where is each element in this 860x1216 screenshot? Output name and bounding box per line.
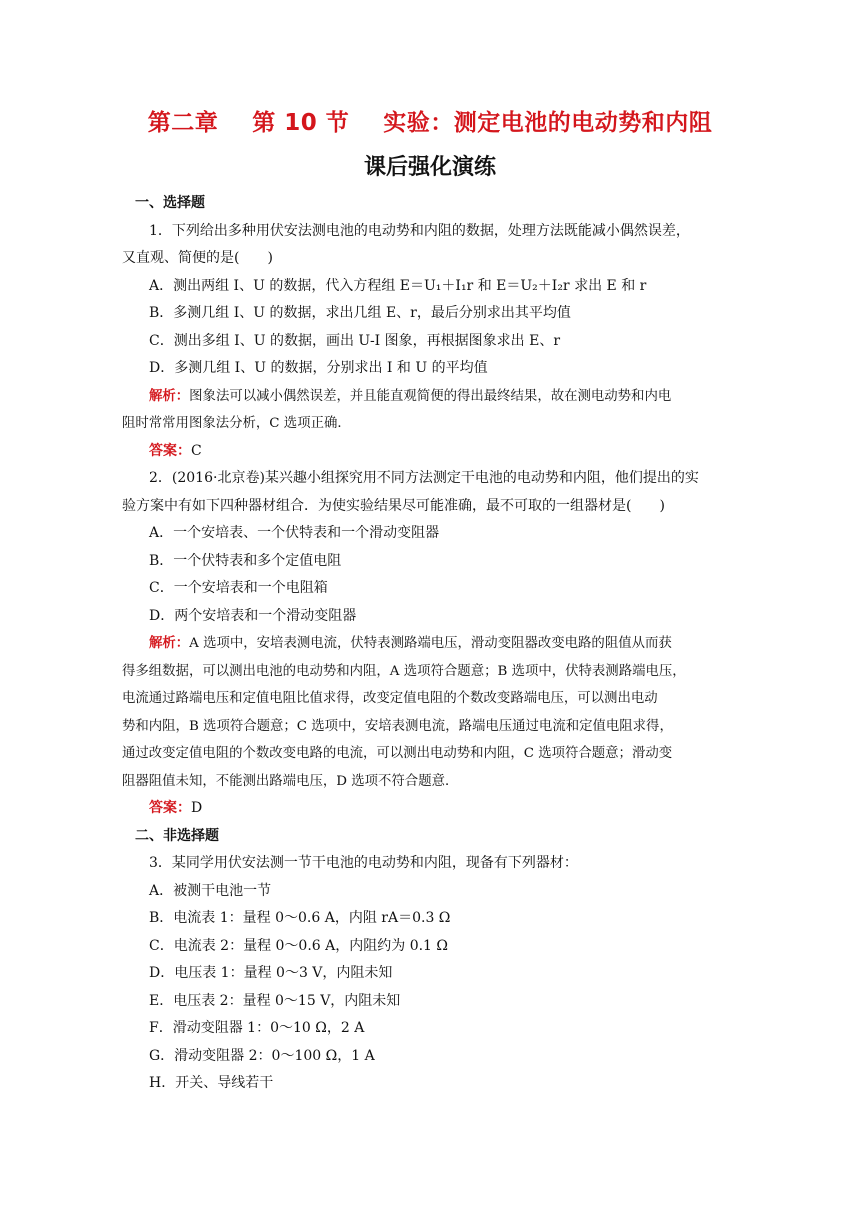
q1-answer-value: C [191, 442, 202, 459]
q2-explanation-line3: 电流通过路端电压和定值电阻比值求得，改变定值电阻的个数改变路端电压，可以测出电动 [122, 691, 658, 706]
q2-stem-text: 某兴趣小组探究用不同方法测定干电池的电动势和内阻，他们提出的实 [264, 470, 699, 486]
q3-item-h: H．开关、导线若干 [149, 1075, 274, 1091]
q3-item-c: C．电流表 2：量程 0～0.6 A，内阻约为 0.1 Ω [149, 937, 449, 954]
q2-explanation-line1 [122, 630, 742, 658]
section-heading-choice: 一、选择题 [135, 195, 205, 211]
q2-source: 2．(2016·北京卷) [149, 470, 265, 486]
q1-stem-line2: 又直观、简便的是( ) [122, 250, 273, 266]
q2-option-a: A．一个安培表、一个伏特表和一个滑动变阻器 [149, 525, 440, 541]
q2-option-c: C．一个安培表和一个电阻箱 [149, 580, 328, 596]
q2-answer-label: 答案： [149, 800, 191, 816]
q2-answer-value: D [191, 800, 203, 816]
q1-stem-line1: 1．下列给出多种用伏安法测电池的电动势和内阻的数据，处理方法既能减小偶然误差， [149, 222, 690, 239]
q1-explanation-line2: 阻时常常用图象法分析，C 选项正确． [122, 416, 351, 431]
q1-explain-label: 解析： [149, 388, 190, 404]
q1-answer-label: 答案： [149, 442, 191, 459]
q3-item-b: B．电流表 1：量程 0～0.6 A，内阻 rA＝0.3 Ω [149, 910, 451, 926]
q1-option-c: C．测出多组 I、U 的数据，画出 U-I 图象，再根据图象求出 E、r [149, 332, 561, 349]
q2-explain-label: 解析： [149, 636, 190, 651]
q3-item-g: G．滑动变阻器 2：0～100 Ω，1 A [149, 1047, 375, 1064]
q3-item-e: E．电压表 2：量程 0～15 V，内阻未知 [149, 992, 401, 1009]
q1-answer [122, 438, 742, 466]
document-body [122, 190, 742, 1098]
q2-stem-line2: 验方案中有如下四种器材组合．为使实验结果尽可能准确，最不可取的一组器材是( ) [122, 497, 665, 514]
q1-option-a: A．测出两组 I、U 的数据，代入方程组 E＝U₁＋I₁r 和 E＝U₂＋I₂r 求出 E 和 r [149, 277, 647, 294]
q2-explanation-line4: 势和内阻，B 选项符合题意；C 选项中，安培表测电流，路端电压通过电流和定值电阻求得， [122, 718, 673, 734]
q2-stem-line1 [122, 465, 742, 493]
q2-explanation-line6: 阻器阻值未知，不能测出路端电压，D 选项不符合题意． [122, 773, 459, 789]
q2-option-b: B．一个伏特表和多个定值电阻 [149, 552, 342, 569]
q1-explain-text: 图象法可以减小偶然误差，并且能直观简便的得出最终结果，故在测电动势和内电 [189, 388, 672, 404]
q2-explanation-line2: 得多组数据，可以测出电池的电动势和内阻，A 选项符合题意；B 选项中，伏特表测路端电压， [122, 663, 686, 679]
document-subtitle: 课后强化演练 [363, 155, 496, 180]
q2-explain-text: A 选项中，安培表测电流，伏特表测路端电压，滑动变阻器改变电路的阻值从而获 [189, 636, 672, 651]
document-title: 第二章 第 10 节 实验：测定电池的电动势和内阻 [147, 110, 713, 136]
q1-option-d: D．多测几组 I、U 的数据，分别求出 I 和 U 的平均值 [149, 360, 488, 376]
section-heading-non-choice: 二、非选择题 [135, 827, 219, 844]
q3-stem: 3．某同学用伏安法测一节干电池的电动势和内阻，现备有下列器材： [149, 855, 578, 871]
q2-explanation-line5: 通过改变定值电阻的个数改变电路的电流，可以测出电动势和内阻，C 选项符合题意；滑动变 [122, 746, 673, 761]
q2-answer [122, 795, 742, 823]
q3-item-f: F．滑动变阻器 1：0～10 Ω，2 A [149, 1020, 365, 1036]
q1-explanation-line1 [122, 383, 742, 411]
q2-option-d: D．两个安培表和一个滑动变阻器 [149, 607, 357, 624]
q3-item-d: D．电压表 1：量程 0～3 V，内阻未知 [149, 965, 393, 981]
q1-option-b: B．多测几组 I、U 的数据，求出几组 E、r，最后分别求出其平均值 [149, 305, 571, 321]
q3-item-a: A．被测干电池一节 [149, 882, 272, 899]
